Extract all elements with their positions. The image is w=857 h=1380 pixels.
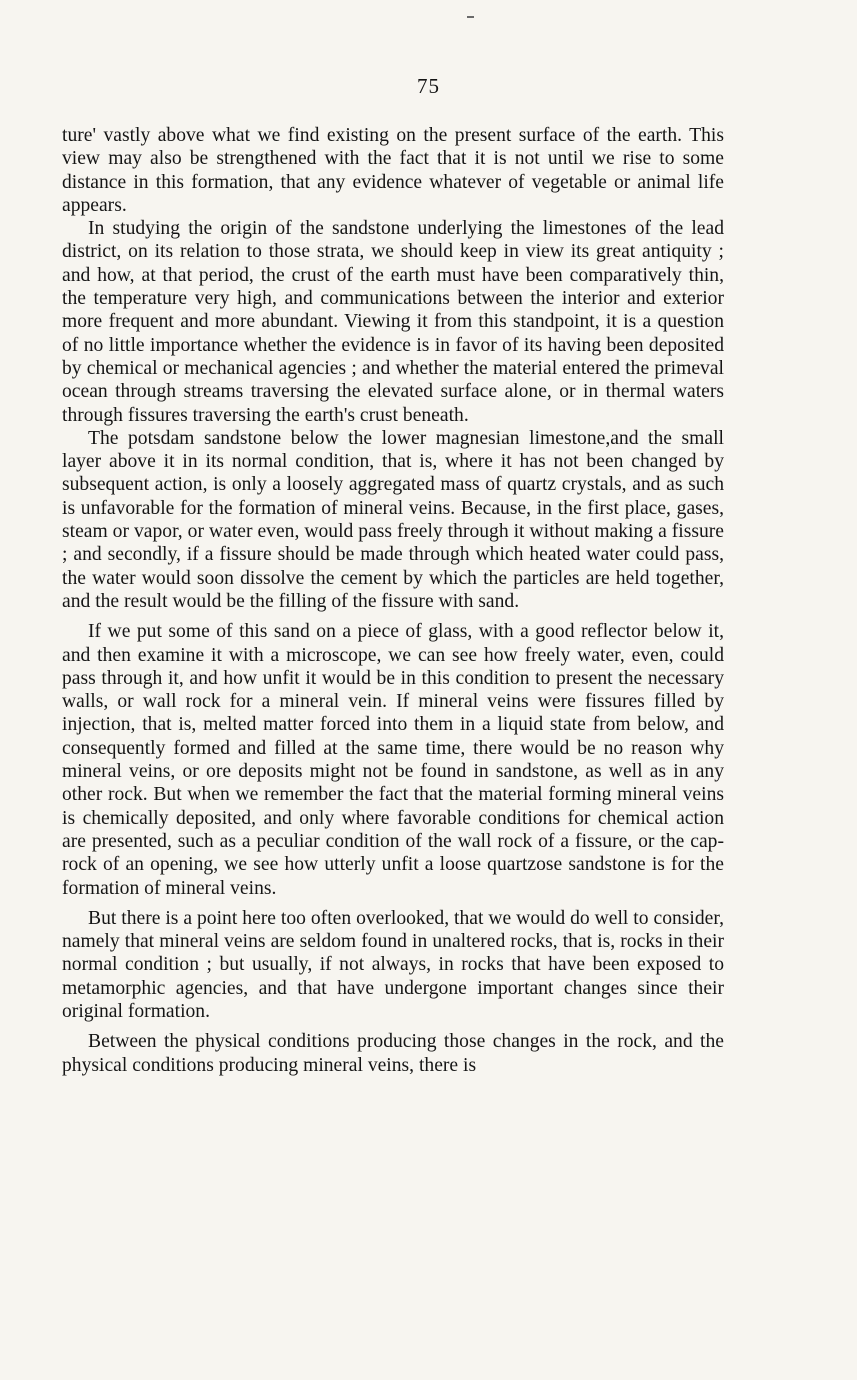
paragraph-2: In studying the origin of the sandstone underlying the limestones of the lead district, on its relation to those strata, we should keep in view its great antiquity ; and how, at that period, the crust of the earth must have been comparatively thin, the temperature very high, and communications between the interior and exterior more frequent and more abundant. Viewing it from this standpoint, it is a question of no little importance whether the evidence is in favor of its having been deposited by chemical or mechanical agencies ; and whether the material entered the primeval ocean through streams traversing the elevated surface alone, or in thermal waters through fissures traversing the earth's crust beneath.	[62, 218, 724, 426]
paragraph-3: The potsdam sandstone below the lower magnesian limestone,and the small layer above it in its normal condition, that is, where it has not been changed by subsequent action, is only a loosely aggregated mass of quartz crystals, and as such is unfavorable for the formation of mineral veins. Because, in the first place, gases, steam or vapor, or water even, would pass freely through it without making a fissure ; and secondly, if a fissure should be made through which heated water could pass, the water would soon dissolve the cement by which the particles are held together, and the result would be the filling of the fissure with sand.	[62, 427, 724, 612]
print-mark	[467, 16, 474, 18]
body-text	[62, 124, 724, 1077]
paragraph-6: Between the physical conditions producing those changes in the rock, and the physical conditions producing mineral veins, there is	[62, 1031, 724, 1076]
paragraph-4: If we put some of this sand on a piece of glass, with a good reflector below it, and then examine it with a microscope, we can see how freely water, even, could pass through it, and how unfit it would be in this condition to present the necessary walls, or wall rock for a mineral vein. If mineral veins were fissures filled by injection, that is, melted matter forced into them in a liquid state from below, and consequently formed and filled at the same time, there would be no reason why mineral veins, or ore deposits might not be found in sandstone, as well as in any other rock. But when we remember the fact that the material forming mineral veins is chemically deposited, and only where favorable conditions for chemical action are presented, such as a peculiar condition of the wall rock of a fissure, or the cap-rock of an opening, we see how utterly unfit a loose quartzose sandstone is for the formation of mineral veins.	[62, 621, 724, 899]
paragraph-1: ture' vastly above what we find existing on the present surface of the earth. This view may also be strengthened with the fact that it is not until we rise to some distance in this formation, that any evidence whatever of vegetable or animal life appears.	[62, 125, 724, 216]
paragraph-5: But there is a point here too often overlooked, that we would do well to consider, namely that mineral veins are seldom found in unaltered rocks, that is, rocks in their normal condition ; but usually, if not always, in rocks that have been exposed to metamorphic agencies, and that have undergone important changes since their original formation.	[62, 907, 724, 1022]
page-number: 75	[417, 74, 440, 98]
